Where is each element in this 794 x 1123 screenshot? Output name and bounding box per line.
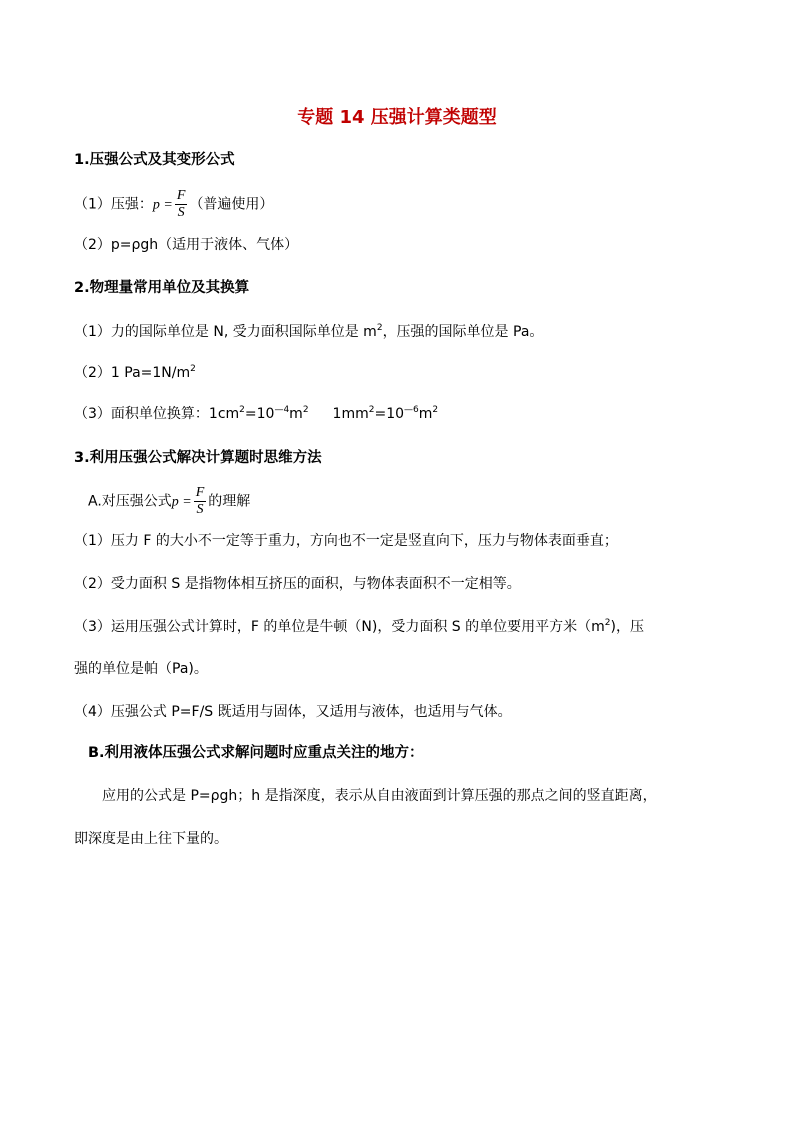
s3-a-heading: A.对压强公式p = $\frac{F}{S}$ 的理解 (88, 485, 251, 517)
s3-b-p1: 应用的公式是 P=ρgh；h 是指深度，表示从自由液面到计算压强的那点之间的竖直距离， (102, 788, 657, 804)
s2-item-1: （1）力的国际单位是 N, 受力面积国际单位是 $m^2$，压强的国际单位是 Pa。 (74, 323, 544, 340)
section-1-heading: 1.压强公式及其变形公式 (74, 152, 235, 168)
section-3-heading: 3.利用压强公式解决计算题时思维方法 (74, 450, 322, 466)
s3-p3: （3）运用压强公式计算时，F 的单位是牛顿（N)，受力面积 S 的单位要用平方米$(m^2)$，压 (74, 618, 644, 635)
s1-item-2: （2）p=ρgh（适用于液体、气体） (74, 237, 299, 253)
pressure-fraction: $\frac{F}{S}$ (176, 188, 186, 220)
pressure-fraction-2: $\frac{F}{S}$ (195, 485, 205, 517)
page-title: 专题 14 压强计算类题型 (297, 107, 497, 128)
s1-item-1: （1）压强：p = $\frac{F}{S}$ （普遍使用） (74, 188, 274, 220)
s3-b-heading: B.利用液体压强公式求解问题时应重点关注的地方： (88, 745, 424, 761)
s3-p3-cont: 强的单位是帕（Pa)。 (74, 661, 208, 677)
section-2-heading: 2.物理量常用单位及其换算 (74, 280, 250, 296)
s3-b-p2: 即深度是由上往下量的。 (74, 831, 228, 847)
s3-p4: （4）压强公式 P=F/S 既适用与固体，又适用与液体，也适用与气体。 (74, 704, 512, 720)
s3-p2: （2）受力面积 S 是指物体相互挤压的面积，与物体表面积不一定相等。 (74, 576, 521, 592)
s3-p1: （1）压力 F 的大小不一定等于重力，方向也不一定是竖直向下，压力与物体表面垂直； (74, 533, 618, 549)
s2-item-2: （2）1 $Pa=1N/m^2$ (74, 364, 196, 381)
s2-item-3: （3）面积单位换算：$1cm^2=10^{—4}m^2$ $1mm^2=10^{—6}m^2$ (74, 405, 439, 422)
